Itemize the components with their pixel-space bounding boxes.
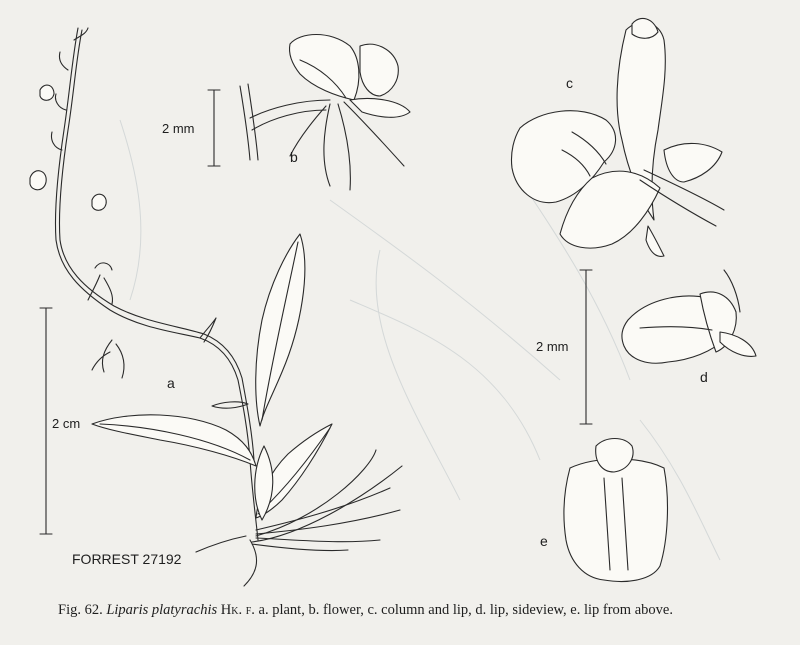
caption-authority: Hk. f.	[220, 602, 255, 618]
lip-sideview-drawing-d	[622, 270, 756, 363]
panel-label-c: c	[566, 75, 573, 91]
panel-label-e: e	[540, 533, 548, 549]
panel-label-b: b	[290, 149, 298, 165]
collector-number: FORREST 27192	[72, 551, 182, 567]
panel-label-a: a	[167, 375, 175, 391]
caption-fig-number: Fig. 62.	[58, 602, 103, 618]
panel-label-d: d	[700, 369, 708, 385]
column-lip-drawing-c	[511, 18, 724, 256]
caption-species: Liparis platyrachis	[106, 602, 218, 618]
figure-caption	[58, 602, 758, 619]
scale-label-flower: 2 mm	[162, 121, 195, 136]
scale-bars	[40, 90, 592, 534]
plant-drawing-a	[30, 28, 402, 586]
caption-descriptions: a. plant, b. flower, c. column and lip, d. lip, sideview, e. lip from above.	[258, 602, 673, 618]
scale-label-plant: 2 cm	[52, 416, 81, 431]
flower-drawing-b	[240, 35, 410, 191]
lip-above-drawing-e	[564, 439, 668, 582]
scale-label-detail: 2 mm	[536, 339, 569, 354]
